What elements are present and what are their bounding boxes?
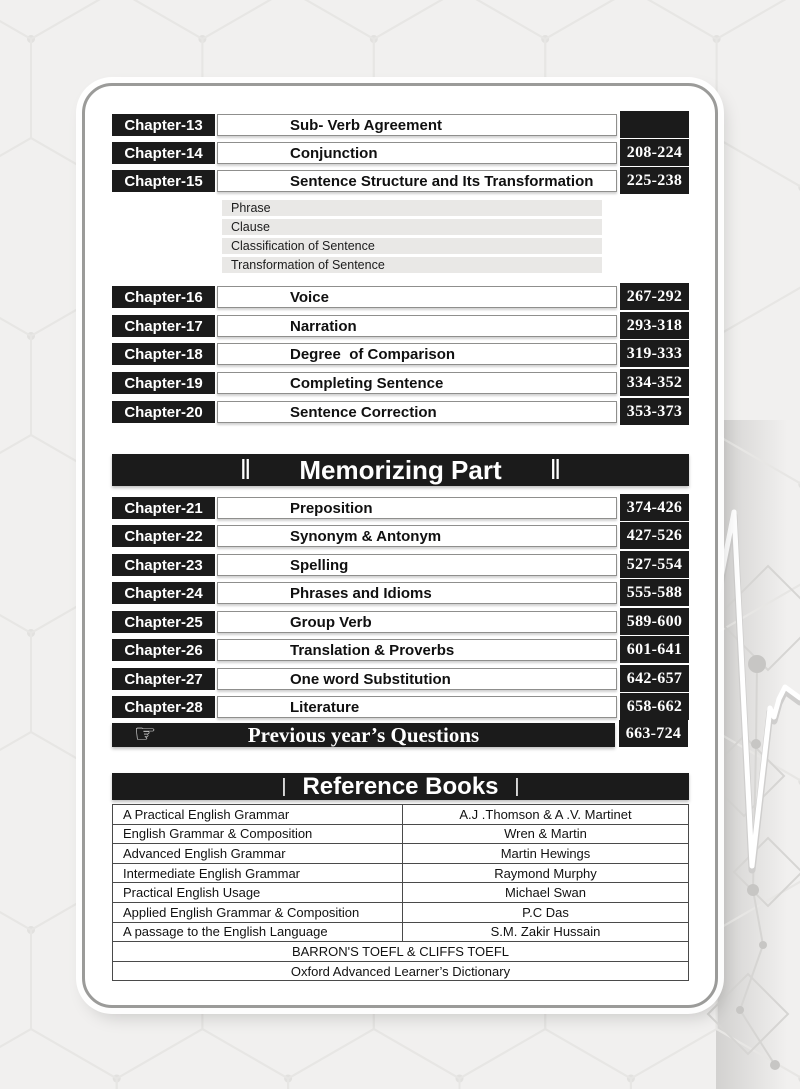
chapter-pages-badge: 319-333	[620, 340, 689, 367]
reference-books-title: Reference Books	[302, 772, 499, 800]
chapter-row	[85, 114, 715, 136]
book-title: Intermediate English Grammar	[113, 864, 403, 883]
chapter-label: Chapter-16	[112, 286, 215, 308]
chapter-title: Literature	[290, 698, 360, 716]
book-title: A passage to the English Language	[113, 923, 403, 942]
reference-extra-row: Oxford Advanced Learner’s Dictionary	[113, 961, 688, 981]
double-bar-mark: ‖	[239, 454, 252, 485]
chapter-pages-badge: 353-373	[620, 398, 689, 425]
chapter-title: Translation & Proverbs	[290, 641, 455, 659]
chapter-label: Chapter-27	[112, 668, 215, 690]
chapter-label: Chapter-21	[112, 497, 215, 519]
chapter-title-bar	[217, 343, 617, 365]
memorizing-part-header	[112, 454, 689, 486]
chapter-label: Chapter-19	[112, 372, 215, 394]
chapter-title-bar	[217, 611, 617, 633]
hand-pointer-icon: ☞	[134, 720, 157, 748]
reference-book-row	[113, 902, 688, 922]
chapter-title-bar	[217, 554, 617, 576]
book-author: A.J .Thomson & A .V. Martinet	[459, 806, 632, 822]
chapter-row	[85, 668, 715, 690]
chapter-title: Spelling	[290, 556, 349, 574]
book-author: Raymond Murphy	[494, 865, 597, 881]
chapter-pages-badge: 225-238	[620, 167, 689, 194]
chapter-pages-badge: 267-292	[620, 283, 689, 310]
chapter-row	[85, 315, 715, 337]
chapter-row	[85, 343, 715, 365]
reference-book-row	[113, 863, 688, 883]
chapter-title-bar	[217, 582, 617, 604]
subtopic-row: Phrase	[222, 200, 602, 216]
chapter-title-bar	[217, 170, 617, 192]
previous-questions-pages-badge: 663-724	[619, 720, 688, 747]
reference-extra-row: BARRON'S TOEFL & CLIFFS TOEFL	[113, 941, 688, 961]
chapter-label: Chapter-28	[112, 696, 215, 718]
double-bar-mark: ‖	[549, 454, 562, 485]
reference-book-row	[113, 824, 688, 844]
book-title: Practical English Usage	[113, 883, 403, 902]
reference-books-header	[112, 773, 689, 800]
chapter-label: Chapter-22	[112, 525, 215, 547]
chapter-pages-badge: 334-352	[620, 369, 689, 396]
chapter-title-bar	[217, 639, 617, 661]
chapter-title: Group Verb	[290, 613, 372, 631]
chapter-row	[85, 497, 715, 519]
chapter-row	[85, 554, 715, 576]
book-author: Michael Swan	[505, 885, 586, 901]
chapter-title-bar	[217, 668, 617, 690]
chapter-title-bar	[217, 142, 617, 164]
chapter-label: Chapter-25	[112, 611, 215, 633]
reference-books-table	[112, 804, 689, 981]
chapter-title-bar	[217, 401, 617, 423]
chapter-title: Completing Sentence	[290, 374, 444, 392]
reference-book-row	[113, 843, 688, 863]
chapter-title: Narration	[290, 317, 357, 335]
chapter-row	[85, 611, 715, 633]
chapter-label: Chapter-23	[112, 554, 215, 576]
chapter-label: Chapter-26	[112, 639, 215, 661]
chapter-row	[85, 372, 715, 394]
chapter-pages-badge: 601-641	[620, 636, 689, 663]
toc-card	[82, 83, 718, 1008]
chapter-row	[85, 170, 715, 192]
chapter-pages-badge	[620, 111, 689, 138]
chapter-label: Chapter-18	[112, 343, 215, 365]
chapter-title-bar	[217, 497, 617, 519]
chapter-title: Sentence Correction	[290, 403, 437, 421]
book-author: Wren & Martin	[504, 826, 587, 842]
chapter-title: Sub- Verb Agreement	[290, 116, 442, 134]
chapter-row	[85, 286, 715, 308]
memorizing-part-title: Memorizing Part	[299, 454, 502, 485]
previous-questions-bar	[112, 720, 615, 748]
chapter-pages-badge: 658-662	[620, 693, 689, 720]
chapter-label: Chapter-17	[112, 315, 215, 337]
reference-book-row	[113, 805, 688, 824]
book-author: Martin Hewings	[500, 845, 591, 861]
chapter-pages-badge: 293-318	[620, 312, 689, 339]
book-author: S.M. Zakir Hussain	[490, 924, 601, 940]
chapter-pages-badge: 374-426	[620, 494, 689, 521]
subtopic-row: Classification of Sentence	[222, 238, 602, 254]
chapter-title: Phrases and Idioms	[290, 584, 432, 602]
chapter-pages-badge: 208-224	[620, 139, 689, 166]
reference-book-row	[113, 882, 688, 902]
chapter-title: Voice	[290, 288, 329, 306]
bar-mark: |	[281, 776, 287, 797]
chapter-label: Chapter-20	[112, 401, 215, 423]
subtopic-row: Transformation of Sentence	[222, 257, 602, 273]
chapter-title-bar	[217, 315, 617, 337]
chapter-row	[85, 401, 715, 423]
chapter-row	[85, 525, 715, 547]
bar-mark: |	[514, 776, 520, 797]
chapter-title: Sentence Structure and Its Transformation	[290, 172, 594, 190]
book-title: Advanced English Grammar	[113, 844, 403, 863]
chapter-label: Chapter-13	[112, 114, 215, 136]
chapter-title: Conjunction	[290, 144, 378, 162]
book-author: P.C Das	[522, 904, 569, 920]
chapter-row	[85, 639, 715, 661]
chapter-title-bar	[217, 696, 617, 718]
chapter-row	[85, 696, 715, 718]
book-title: Applied English Grammar & Composition	[113, 903, 403, 922]
chapter-pages-badge: 555-588	[620, 579, 689, 606]
chapter-pages-badge: 427-526	[620, 522, 689, 549]
reference-book-row	[113, 922, 688, 942]
chapter-pages-badge: 527-554	[620, 551, 689, 578]
chapter-title: One word Substitution	[290, 670, 451, 688]
chapter-label: Chapter-15	[112, 170, 215, 192]
chapter-title: Degree of Comparison	[290, 345, 456, 363]
chapter-title: Preposition	[290, 499, 373, 517]
chapter-title-bar	[217, 286, 617, 308]
subtopic-row: Clause	[222, 219, 602, 235]
chapter-label: Chapter-14	[112, 142, 215, 164]
chapter-label: Chapter-24	[112, 582, 215, 604]
chapter-title-bar	[217, 114, 617, 136]
chapter-row	[85, 142, 715, 164]
book-title: English Grammar & Composition	[113, 825, 403, 844]
previous-questions-label: Previous year’s Questions	[247, 722, 480, 747]
chapter-title-bar	[217, 525, 617, 547]
book-title: A Practical English Grammar	[113, 805, 403, 824]
chapter-row	[85, 582, 715, 604]
chapter-title: Synonym & Antonym	[290, 527, 442, 545]
chapter-pages-badge: 589-600	[620, 608, 689, 635]
chapter-pages-badge: 642-657	[620, 665, 689, 692]
chapter-title-bar	[217, 372, 617, 394]
